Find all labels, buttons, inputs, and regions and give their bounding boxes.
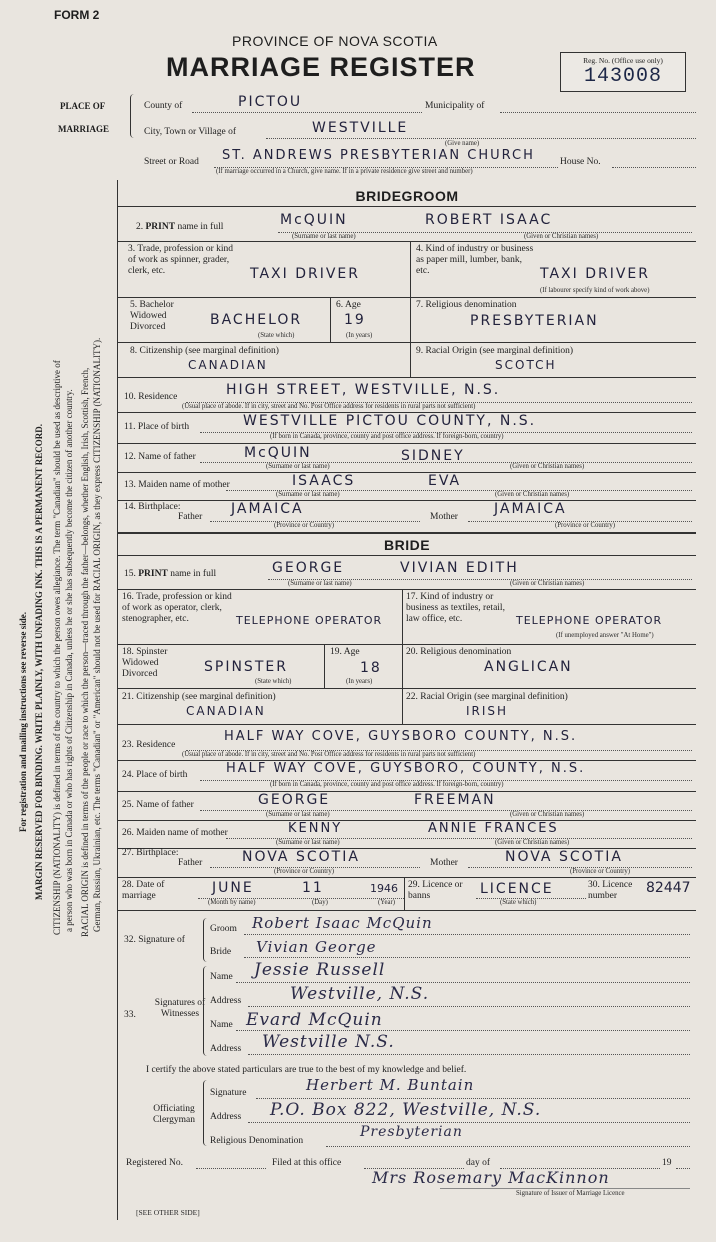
bridegroom-heading: BRIDEGROOM (355, 188, 459, 204)
marriage-date-label: 28. Date of marriage (122, 880, 165, 901)
bride-father-gnote: (Given or Christian names) (510, 811, 585, 818)
see-other-side: [SEE OTHER SIDE] (136, 1208, 200, 1217)
groom-mother-bp-note: (Province or Country) (555, 522, 616, 529)
registered-no-label: Registered No. (126, 1158, 183, 1168)
bride-father-birthplace: NOVA SCOTIA (242, 849, 360, 865)
bride-bp-mother-label: Mother (430, 858, 458, 868)
groom-in-years: (In years) (346, 332, 373, 339)
place-brace (130, 94, 139, 138)
bride-industry-note: (If unemployed answer "At Home") (556, 632, 654, 639)
bride-given: VIVIAN EDITH (400, 560, 519, 576)
groom-trade-label: 3. Trade, profession or kind of work as spinner, grader, clerk, etc. (128, 244, 234, 276)
groom-industry: TAXI DRIVER (540, 266, 650, 282)
groom-citizenship: CANADIAN (188, 358, 268, 372)
reg-no-value: 143008 (583, 65, 662, 88)
groom-residence-label: 10. Residence (124, 392, 178, 402)
bride-surname-note: (Surname or last name) (288, 580, 352, 587)
bride-birthplace-note: (If born in Canada, province, county and post office address. If foreign-born, country) (270, 781, 504, 788)
form-label: FORM 2 (54, 8, 100, 22)
bride-trade: TELEPHONE OPERATOR (236, 614, 383, 627)
clergy-religion: Presbyterian (360, 1124, 463, 1140)
bride-status: SPINSTER (204, 659, 288, 675)
groom-birthplace: WESTVILLE PICTOU COUNTY, N.S. (243, 413, 537, 429)
licence-state-note: (State which) (500, 899, 537, 906)
bride-age-label: 19. Age (330, 647, 360, 657)
place-of-label: PLACE OF (60, 101, 106, 111)
street-value: ST. ANDREWS PRESBYTERIAN CHURCH (222, 148, 535, 163)
bride-religion: ANGLICAN (484, 659, 573, 675)
bride-mother-label: 26. Maiden name of mother (122, 828, 228, 838)
bride-given-note: (Given or Christian names) (510, 580, 585, 587)
witness2-name: Evard McQuin (246, 1010, 383, 1030)
bride-sig-label: Bride (210, 947, 232, 957)
city-value: WESTVILLE (312, 120, 409, 136)
groom-surname: McQUIN (280, 212, 348, 228)
groom-trade: TAXI DRIVER (250, 266, 360, 282)
groom-mother-birthplace: JAMAICA (494, 501, 567, 517)
street-note: (If marriage occurred in a Church, give name. If in a private residence give street and number) (216, 168, 473, 175)
bride-status-label: 18. Spinster Widowed Divorced (122, 647, 168, 679)
groom-mother-given: EVA (428, 473, 462, 489)
margin-line-5: RACIAL ORIGIN is defined in terms of the people or race to which the person—traced through the father—belongs, whether English, Irish, Scottish, French, (80, 367, 90, 937)
groom-sig-label: Groom (210, 924, 237, 934)
marriage-year: 1946 (370, 882, 398, 895)
margin-line-2: MARGIN RESERVED FOR BINDING. WRITE PLAINLY, WITH UNFADING INK. THIS IS A PERMANENT RECORD. (34, 423, 44, 900)
issuer-label: Signature of Issuer of Marriage Licence (516, 1190, 625, 1197)
marriage-month: JUNE (212, 880, 254, 896)
bride-citizenship-label: 21. Citizenship (see marginal definition) (122, 692, 276, 702)
licence-number: 82447 (646, 880, 691, 896)
bride-religion-label: 20. Religious denomination (406, 647, 512, 657)
w1-name-label: Name (210, 972, 233, 982)
groom-father-gnote: (Given or Christian names) (510, 463, 585, 470)
groom-mother-surname: ISAACS (292, 473, 356, 489)
province-heading: PROVINCE OF NOVA SCOTIA (232, 33, 438, 49)
groom-given: ROBERT ISAAC (425, 212, 553, 228)
w2-address-label: Address (210, 1044, 242, 1054)
groom-signature: Robert Isaac McQuin (252, 914, 433, 932)
groom-religion: PRESBYTERIAN (470, 313, 599, 329)
groom-citizenship-label: 8. Citizenship (see marginal definition) (130, 346, 279, 356)
bride-residence-note: (Usual place of abode. If in city, street and No. Post Office address for residents in rural parts not sufficient) (182, 751, 476, 758)
groom-surname-note: (Surname or last name) (292, 233, 356, 240)
groom-industry-note: (If labourer specify kind of work above) (540, 287, 650, 294)
groom-mother-label: 13. Maiden name of mother (124, 480, 230, 490)
bride-mother-bp-note: (Province or Country) (570, 868, 631, 875)
groom-industry-label: 4. Kind of industry or business as paper mill, lumber, bank, etc. (416, 244, 534, 276)
licence-banns: LICENCE (480, 881, 554, 897)
groom-religion-label: 7. Religious denomination (416, 300, 517, 310)
clergy-address: P.O. Box 822, Westville, N.S. (270, 1100, 542, 1120)
clergy-address-label: Address (210, 1112, 242, 1122)
groom-status: BACHELOR (210, 312, 303, 328)
bride-father-surname: GEORGE (258, 792, 331, 808)
bride-father-bp-note: (Province or Country) (274, 868, 335, 875)
city-label: City, Town or Village of (144, 127, 236, 137)
groom-age-label: 6. Age (336, 300, 361, 310)
reg-no-box (560, 52, 686, 92)
bride-bp-father-label: Father (178, 858, 203, 868)
margin-line-4: a person who was born in Canada or who has rights of Citizenship in Canada, unless he or she has subsequently become the citizen of another country. (64, 389, 74, 932)
licence-number-label: 30. Licence number (588, 880, 633, 901)
witness-label: 33. Signatures of Witnesses (124, 998, 206, 1020)
groom-residence: HIGH STREET, WESTVILLE, N.S. (226, 382, 501, 398)
filed-label: Filed at this office (272, 1158, 342, 1168)
bride-citizenship: CANADIAN (186, 704, 266, 718)
groom-father-given: SIDNEY (401, 448, 465, 464)
witness2-address: Westville N.S. (262, 1032, 395, 1052)
groom-father-surname: McQUIN (244, 445, 312, 461)
clergy-sig-label: Signature (210, 1088, 247, 1098)
bride-father-snote: (Surname or last name) (266, 811, 330, 818)
bride-racial-label: 22. Racial Origin (see marginal definition) (406, 692, 568, 702)
margin-line-6: German, Russian, Ukrainian, etc. The terms "Canadian" or "American" should not be used for RACIAL ORIGIN, as they express CITIZENSHIP (NATIONALITY). (92, 337, 102, 932)
witness1-address: Westville, N.S. (290, 984, 430, 1004)
nineteen-label: 19 (662, 1158, 672, 1168)
bride-age: 18 (360, 660, 382, 676)
groom-birthplace-label: 11. Place of birth (124, 422, 190, 432)
groom-birthplace14-label: 14. Birthplace: (124, 502, 181, 512)
groom-mother-snote: (Surname or last name) (276, 491, 340, 498)
groom-given-note: (Given or Christian names) (524, 233, 599, 240)
bride-birthplace: HALF WAY COVE, GUYSBORO, COUNTY, N.S. (226, 761, 586, 776)
clergy-signature: Herbert M. Buntain (306, 1076, 475, 1094)
bride-mother-surname: KENNY (288, 821, 343, 836)
bride-birthplace-label: 24. Place of birth (122, 770, 188, 780)
house-no-label: House No. (560, 157, 601, 167)
bride-mother-gnote: (Given or Christian names) (495, 839, 570, 846)
bride-industry: TELEPHONE OPERATOR (516, 614, 663, 627)
groom-bp-father-label: Father (178, 512, 203, 522)
w1-address-label: Address (210, 996, 242, 1006)
bride-mother-snote: (Surname or last name) (276, 839, 340, 846)
month-note: (Month by name) (208, 899, 256, 906)
officiating-label: Officiating Clergyman (152, 1104, 196, 1125)
groom-racial: SCOTCH (495, 358, 557, 372)
year-note: (Year) (378, 899, 396, 906)
street-label: Street or Road (144, 157, 199, 167)
issuer-signature: Mrs Rosemary MacKinnon (372, 1168, 610, 1187)
licence-banns-label: 29. Licence or banns (408, 880, 463, 901)
groom-birthplace-note: (If born in Canada, province, county and post office address. If foreign-born, country) (270, 433, 504, 440)
groom-mother-gnote: (Given or Christian names) (495, 491, 570, 498)
bride-surname: GEORGE (272, 560, 345, 576)
reg-no-label: Reg. No. (Office use only) (583, 56, 663, 65)
groom-residence-note: (Usual place of abode. If in city, street and No. Post Office address for residents in rural parts not sufficient) (182, 403, 476, 410)
marriage-label: MARRIAGE (58, 124, 109, 134)
bride-father-label: 25. Name of father (122, 800, 194, 810)
day-note: (Day) (312, 899, 328, 906)
bride-signature: Vivian George (256, 938, 377, 956)
sig32-label: 32. Signature of (124, 935, 185, 945)
groom-name-label: 2. PRINT name in full (136, 222, 224, 232)
groom-father-bp-note: (Province or Country) (274, 522, 335, 529)
groom-state-which: (State which) (258, 332, 295, 339)
county-value: PICTOU (238, 94, 303, 110)
bride-racial: IRISH (466, 704, 509, 718)
bride-in-years: (In years) (346, 678, 373, 685)
groom-status-label: 5. Bachelor Widowed Divorced (130, 300, 174, 332)
certify-text: I certify the above stated particulars are true to the best of my knowledge and belief. (146, 1065, 467, 1075)
groom-father-snote: (Surname or last name) (266, 463, 330, 470)
groom-age: 19 (344, 312, 366, 328)
bride-residence: HALF WAY COVE, GUYSBORO COUNTY, N.S. (224, 729, 578, 744)
give-name-note: (Give name) (445, 140, 480, 147)
bride-father-given: FREEMAN (414, 792, 496, 808)
bride-birthplace27-label: 27. Birthplace: (122, 848, 179, 858)
bride-state-which: (State which) (255, 678, 292, 685)
margin-line-1: For registration and mailing instructions see reverse side. (18, 612, 28, 832)
page-title: MARRIAGE REGISTER (166, 52, 476, 82)
witness1-name: Jessie Russell (254, 960, 386, 980)
bride-name-label: 15. PRINT name in full (124, 569, 217, 579)
margin-line-3: CITIZENSHIP (NATIONALITY) is defined in terms of the country to which the person owes allegiance. The term "Canadian" should be used as descriptive of (52, 360, 62, 935)
bride-heading: BRIDE (383, 537, 431, 553)
bride-mother-birthplace: NOVA SCOTIA (505, 849, 623, 865)
groom-bp-mother-label: Mother (430, 512, 458, 522)
bride-mother-given: ANNIE FRANCES (428, 821, 559, 836)
groom-father-birthplace: JAMAICA (231, 501, 304, 517)
clergy-relig-label: Religious Denomination (210, 1136, 304, 1146)
bride-industry-label: 17. Kind of industry or business as textiles, retail, law office, etc. (406, 592, 505, 624)
groom-racial-label: 9. Racial Origin (see marginal definition) (416, 346, 574, 356)
w2-name-label: Name (210, 1020, 233, 1030)
county-label: County of (144, 101, 183, 111)
bride-trade-label: 16. Trade, profession or kind of work as operator, clerk, stenographer, etc. (122, 592, 232, 624)
marriage-day: 11 (302, 880, 324, 896)
bride-residence-label: 23. Residence (122, 740, 176, 750)
groom-father-label: 12. Name of father (124, 452, 196, 462)
day-of-label: day of (466, 1158, 491, 1168)
municipality-label: Municipality of (425, 101, 485, 111)
